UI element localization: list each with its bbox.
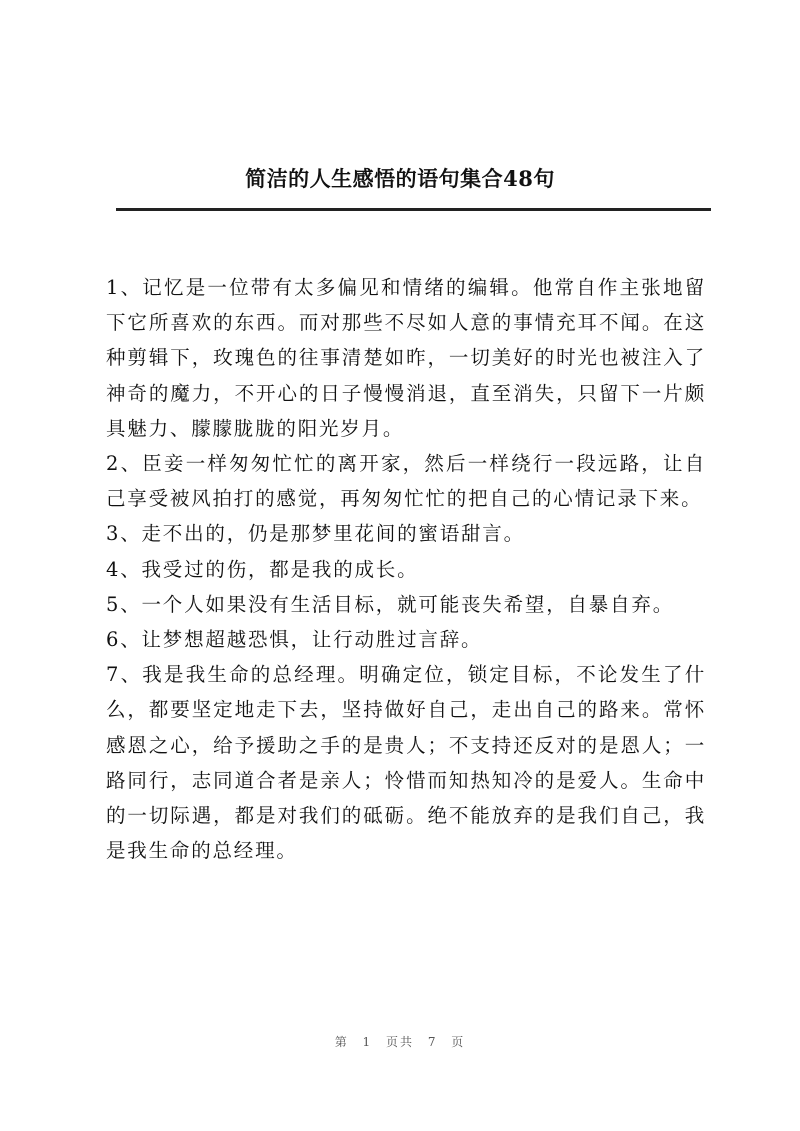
document-title: 简洁的人生感悟的语句集合48句 [245,166,555,191]
paragraph-3: 3、走不出的，仍是那梦里花间的蜜语甜言。 [106,522,525,546]
paragraph-6: 6、让梦想超越恐惧，让行动胜过言辞。 [106,628,483,652]
paragraph-1: 1、记忆是一位带有太多偏见和情绪的编辑。他常自作主张地留下它所喜欢的东西。而对那些不尽如人意的事情充耳不闻。在这种剪辑下，玫瑰色的往事清楚如昨，一切美好的时光也被注入了神奇的魔力，不开心的日子慢慢消退，直至消失，只留下一片颇具魅力、朦朦胧胧的阳光岁月。 [106,276,706,440]
paragraph-5: 5、一个人如果没有生活目标，就可能丧失希望，自暴自弃。 [106,592,675,616]
paragraph-2: 2、臣妾一样匆匆忙忙的离开家，然后一样绕行一段远路，让自己享受被风拍打的感觉，再匆匆忙忙的把自己的心情记录下来。 [106,452,706,511]
paragraph-4: 4、我受过的伤，都是我的成长。 [106,557,419,581]
title-divider [116,208,711,211]
document-body [106,270,706,868]
page-number: 第 1 页共 7 页 [334,1035,466,1049]
paragraph-7: 7、我是我生命的总经理。明确定位，锁定目标，不论发生了什么，都要坚定地走下去，坚持做好自己，走出自己的路来。常怀感恩之心，给予援助之手的是贵人；不支持还反对的是恩人；一路同行，志同道合者是亲人；怜惜而知热知冷的是爱人。生命中的一切际遇，都是对我们的砥砺。绝不能放弃的是我们自己，我是我生命的总经理。 [106,663,706,863]
